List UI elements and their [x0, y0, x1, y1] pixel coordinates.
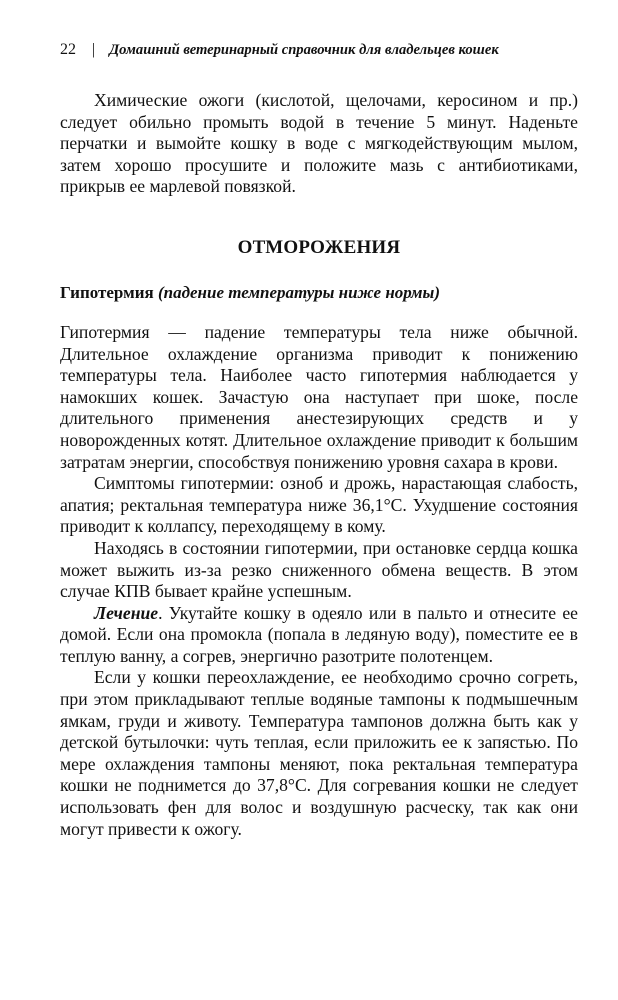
- section-title: ОТМОРОЖЕНИЯ: [237, 236, 401, 258]
- treatment-paragraph: [60, 603, 578, 668]
- running-head-separator: |: [92, 41, 96, 58]
- treatment-label: Лечение: [94, 602, 159, 623]
- body-paragraph: Симптомы гипотермии: озноб и дрожь, нарастающая слабость, апатия; ректальная температура ниже 36,1°C. Ухудшение состояния приводит к коллапсу, переходящему в кому.: [60, 473, 578, 537]
- final-paragraph: Если у кошки переохлаждение, ее необходимо срочно согреть, при этом прикладывают теплые водяные тампоны к подмышечным ямкам, груди и животу. Температура тампонов должна быть как у детской бутылочки: чуть теплая, если приложить ее к запястью. По мере охлаждения тампоны меняют, пока ректальная температура кошки не поднимется до 37,8°C. Для согревания кошки не следует использовать фен для волос и воздушную расческу, так как они могут привести к ожогу.: [60, 667, 578, 839]
- page-number: 22: [60, 41, 76, 58]
- subsection-note: (падение температуры ниже нормы): [157, 282, 441, 302]
- body-paragraph: Гипотермия — падение температуры тела ниже обычной. Длительное охлаждение организма приводит к понижению температуры тела. Наиболее часто гипотермия наблюдается у намокших кошек. Зачастую она наступает при шоке, после длительного применения анестезирующих средств и у новорожденных котят. Длительное охлаждение приводит к большим затратам энергии, способствуя понижению уровня сахара в крови.: [60, 321, 578, 472]
- subsection-title: Гипотермия: [60, 282, 154, 302]
- treatment-text: . Укутайте кошку в одеяло или в пальто и отнесите ее домой. Если она промокла (попала в ледяную воду), поместите ее в теплую ванну, а согрев, энергично разотрите полотенцем.: [60, 602, 578, 666]
- running-head: [60, 40, 578, 60]
- body-paragraph: Находясь в состоянии гипотермии, при остановке сердца кошка может выжить из-за резко сниженного обмена веществ. В этом случае КПВ бывает крайне успешным.: [60, 537, 578, 602]
- book-title: Домашний ветеринарный справочник для владельцев кошек: [109, 42, 499, 58]
- intro-paragraph: Химические ожоги (кислотой, щелочами, керосином и пр.) следует обильно промыть водой в течение 5 минут. Наденьте перчатки и вымойте кошку в воде с мягкодействующим мылом, затем хорошо просушите и положите мазь с антибиотиками, прикрыв ее марлевой повязкой.: [60, 90, 578, 197]
- subsection-heading: [60, 282, 578, 304]
- book-page: [60, 40, 578, 840]
